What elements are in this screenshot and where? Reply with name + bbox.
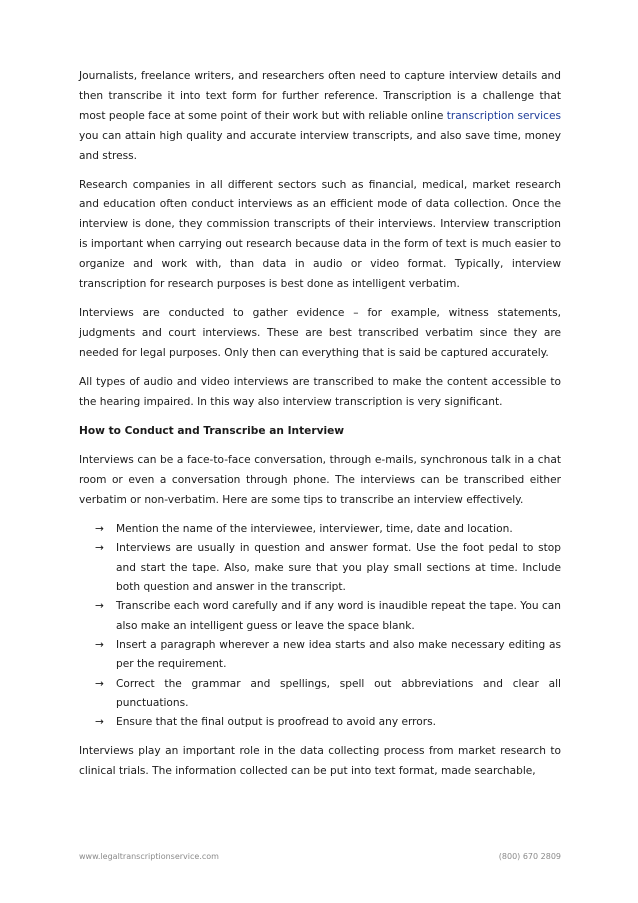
footer-phone: (800) 670 2809: [498, 852, 561, 861]
document-body: [79, 67, 561, 782]
list-item: → Insert a paragraph wherever a new idea starts and also make necessary editing as per the requirement.: [95, 636, 561, 675]
arrow-right-icon: →: [95, 716, 104, 729]
arrow-right-icon: →: [95, 542, 104, 555]
arrow-right-icon: →: [95, 638, 104, 651]
list-item: → Correct the grammar and spellings, spell out abbreviations and clear all punctuations.: [95, 675, 561, 714]
footer-website[interactable]: www.legaltranscriptionservice.com: [79, 852, 219, 861]
closing-paragraph: Interviews play an important role in the data collecting process from market research to clinical trials. The information collected can be put into text format, made searchable,: [79, 745, 561, 778]
list-item: → Mention the name of the interviewee, interviewer, time, date and location.: [95, 520, 561, 539]
page-footer: [79, 852, 561, 861]
tips-list: [79, 520, 561, 732]
list-item: → Ensure that the final output is proofread to avoid any errors.: [95, 713, 561, 732]
list-item: → Interviews are usually in question and answer format. Use the foot pedal to stop and start the tape. Also, make sure that you play small sections at time. Include both question and answer in the transcript.: [95, 539, 561, 597]
intro-text-start: Journalists, freelance writers, and researchers often need to capture interview details and then transcribe it into text form for further reference. Transcription is a challenge that most people face at some point of their work but with reliable online: [79, 70, 561, 122]
evidence-paragraph: Interviews are conducted to gather evidence – for example, witness statements, judgments and court interviews. These are best transcribed verbatim since they are needed for legal purposes. Only then can everything that is said be captured accurately.: [79, 306, 561, 359]
arrow-right-icon: →: [95, 600, 104, 613]
transcription-services-link[interactable]: transcription services: [446, 109, 561, 122]
arrow-right-icon: →: [95, 677, 104, 690]
section-heading: How to Conduct and Transcribe an Interview: [79, 424, 345, 437]
interview-types-paragraph: Interviews can be a face-to-face conversation, through e-mails, synchronous talk in a chat room or even a conversation through phone. The interviews can be transcribed either verbatim or non-verbatim. Here are some tips to transcribe an interview effectively.: [79, 454, 561, 507]
intro-paragraph: [79, 67, 561, 167]
intro-text-end: you can attain high quality and accurate interview transcripts, and also save time, money and stress.: [79, 129, 561, 162]
arrow-right-icon: →: [95, 523, 104, 536]
research-paragraph: Research companies in all different sectors such as financial, medical, market research and education often conduct interviews as an efficient mode of data collection. Once the interview is done, they commission transcripts of their interviews. Interview transcription is important when carrying out research because data in the form of text is much easier to organize and work with, than data in audio or video format. Typically, interview transcription for research purposes is best done as intelligent verbatim.: [79, 178, 562, 291]
accessibility-paragraph: All types of audio and video interviews are transcribed to make the content accessible to the hearing impaired. In this way also interview transcription is very significant.: [79, 375, 561, 408]
list-item: → Transcribe each word carefully and if any word is inaudible repeat the tape. You can also make an intelligent guess or leave the space blank.: [95, 597, 561, 636]
